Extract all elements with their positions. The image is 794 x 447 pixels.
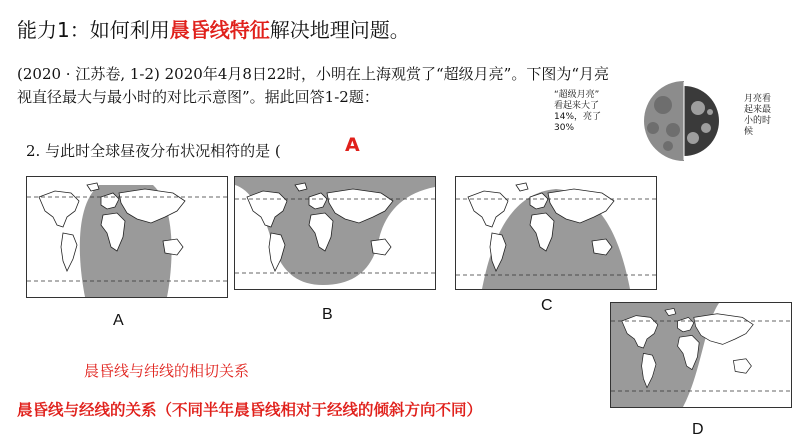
question-2: 2. 与此时全球昼夜分布状况相符的是 ( bbox=[26, 142, 281, 160]
note-longitude-relation: 晨昏线与经线的关系（不同半年晨昏线相对于经线的倾斜方向不同） bbox=[17, 401, 483, 419]
title-prefix: 能力1：如何利用 bbox=[17, 18, 170, 42]
moon-comparison-figure bbox=[548, 80, 790, 162]
map-a-label: A bbox=[113, 312, 124, 329]
map-d[interactable] bbox=[610, 302, 792, 408]
source-line-2: 视直径最大与最小时的对比示意图”。据此回答1-2题： bbox=[17, 88, 379, 106]
moon-right-caption: 月亮看 起来最 小的时 候 bbox=[744, 94, 772, 137]
map-d-svg bbox=[611, 303, 791, 407]
note-latitude-relation: 晨昏线与纬线的相切关系 bbox=[84, 362, 250, 380]
map-b-label: B bbox=[322, 306, 333, 323]
map-d-label: D bbox=[692, 421, 704, 438]
title-highlight: 晨昏线特征 bbox=[169, 18, 270, 42]
source-line-1: (2020 · 江苏卷, 1-2) 2020年4月8日22时，小明在上海观赏了“超级月亮”。下图为“月亮 bbox=[17, 65, 609, 83]
map-a[interactable] bbox=[26, 176, 228, 298]
page-title bbox=[17, 14, 410, 43]
question-2-answer: A bbox=[345, 134, 360, 156]
map-b[interactable] bbox=[234, 176, 436, 290]
map-c[interactable] bbox=[455, 176, 657, 290]
map-c-svg bbox=[456, 177, 656, 289]
map-b-svg bbox=[235, 177, 435, 289]
title-suffix: 解决地理问题。 bbox=[269, 18, 410, 42]
map-a-svg bbox=[27, 177, 227, 297]
map-c-label: C bbox=[541, 297, 553, 314]
moon-left-caption: “超级月亮” 看起来大了 14%，亮了 30% bbox=[554, 90, 602, 133]
